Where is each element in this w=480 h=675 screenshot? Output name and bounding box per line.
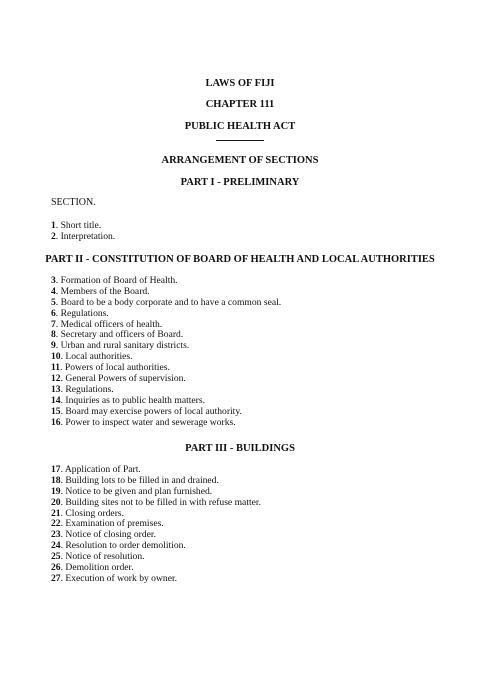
section-title: Short title. — [60, 220, 102, 231]
section-entry: 12. General Powers of supervision. — [51, 373, 186, 385]
section-title: Inquiries as to public health matters. — [65, 394, 205, 406]
section-entry: 7. Medical officers of health. — [51, 318, 163, 330]
section-entry: 17. Application of Part. — [51, 464, 141, 475]
section-number: 26 — [51, 562, 61, 574]
section-title: Notice of closing order. — [65, 529, 156, 541]
section-entry: 25. Notice of resolution. — [51, 551, 145, 563]
section-entry: 5. Board to be a body corporate and to have a common seal. — [51, 296, 282, 308]
section-number: 25 — [51, 551, 61, 563]
section-number: 8 — [51, 329, 56, 341]
part-3-section-list — [51, 465, 261, 585]
section-title: Secretary and officers of Board. — [60, 329, 184, 341]
section-number: 9 — [51, 340, 56, 352]
section-number: 11 — [51, 362, 61, 374]
section-entry: 9. Urban and rural sanitary districts. — [51, 340, 190, 352]
section-entry: 8. Secretary and officers of Board. — [51, 329, 184, 341]
section-number: 13 — [51, 383, 61, 395]
section-title: Demolition order. — [65, 562, 134, 574]
part-3-heading: PART III - BUILDINGS — [185, 443, 295, 454]
section-entry: 21. Closing orders. — [51, 507, 125, 519]
part-1-section-list — [51, 221, 115, 243]
section-title: Members of the Board. — [60, 285, 150, 297]
arrangement-heading: ARRANGEMENT OF SECTIONS — [161, 155, 319, 166]
section-title: General Powers of supervision. — [65, 373, 186, 385]
section-number: 6 — [51, 307, 56, 319]
section-title: Closing orders. — [65, 507, 125, 519]
section-number: 23 — [51, 529, 61, 541]
section-entry: 4. Members of the Board. — [51, 285, 150, 297]
section-entry: 11. Powers of local authorities. — [51, 362, 170, 374]
laws-heading: LAWS OF FIJI — [205, 78, 275, 89]
section-number: 4 — [51, 285, 56, 297]
section-title: Building sites not to be filled in with refuse matter. — [65, 496, 261, 508]
section-number: 17 — [51, 464, 61, 475]
act-title: PUBLIC HEALTH ACT — [184, 121, 296, 132]
section-title: Formation of Board of Health. — [60, 275, 178, 286]
section-title: Resolution to order demolition. — [65, 540, 186, 552]
section-entry: 27. Execution of work by owner. — [51, 572, 178, 584]
section-title: Application of Part. — [64, 464, 141, 475]
section-title: Building lots to be filled in and drained. — [65, 474, 219, 486]
part-2-heading: PART II - CONSTITUTION OF BOARD OF HEALTH AND LOCAL AUTHORITIES — [45, 254, 435, 265]
section-number: 7 — [51, 318, 56, 330]
section-number: 22 — [51, 518, 61, 530]
section-title: Board may exercise powers of local authority. — [65, 405, 242, 417]
section-entry: 3. Formation of Board of Health. — [51, 275, 178, 286]
section-number: 16 — [51, 416, 61, 428]
section-number: 24 — [51, 540, 61, 552]
section-number: 12 — [51, 373, 61, 385]
section-number: 20 — [51, 496, 61, 508]
section-title: Interpretation. — [60, 230, 116, 242]
section-number: 5 — [51, 296, 56, 308]
section-entry: 19. Notice to be given and plan furnished. — [51, 485, 213, 497]
part-2-section-list — [51, 276, 281, 428]
section-entry: 23. Notice of closing order. — [51, 529, 156, 541]
section-number: 14 — [51, 394, 61, 406]
section-number: 21 — [51, 507, 61, 519]
section-entry: 15. Board may exercise powers of local authority. — [51, 405, 242, 417]
section-entry: 26. Demolition order. — [51, 562, 134, 574]
section-entry: 20. Building sites not to be filled in with refuse matter. — [51, 496, 261, 508]
section-number: 19 — [51, 485, 61, 497]
section-title: Notice to be given and plan furnished. — [65, 485, 213, 497]
section-entry: 10. Local authorities. — [51, 351, 133, 363]
section-title: Regulations. — [60, 307, 109, 319]
section-entry: 13. Regulations. — [51, 383, 114, 395]
section-number: 10 — [51, 351, 61, 363]
section-title: Power to inspect water and sewerage works. — [65, 416, 236, 428]
section-title: Examination of premises. — [65, 518, 164, 530]
section-number: 2 — [51, 230, 56, 242]
section-label: SECTION. — [51, 197, 96, 208]
section-entry: 16. Power to inspect water and sewerage works. — [51, 416, 236, 428]
section-title: Medical officers of health. — [60, 318, 163, 330]
chapter-heading: CHAPTER 111 — [205, 99, 275, 110]
section-entry: 14. Inquiries as to public health matters. — [51, 394, 205, 406]
part-1-heading: PART I - PRELIMINARY — [180, 177, 300, 188]
title-divider — [216, 140, 264, 141]
section-number: 3 — [51, 275, 56, 286]
section-title: Regulations. — [65, 383, 114, 395]
section-entry: 22. Examination of premises. — [51, 518, 164, 530]
section-entry: 18. Building lots to be filled in and drained. — [51, 474, 219, 486]
section-title: Urban and rural sanitary districts. — [60, 340, 190, 352]
section-title: Board to be a body corporate and to have a common seal. — [60, 296, 282, 308]
section-title: Notice of resolution. — [65, 551, 145, 563]
section-entry: 24. Resolution to order demolition. — [51, 540, 186, 552]
section-title: Local authorities. — [65, 351, 133, 363]
section-title: Powers of local authorities. — [64, 362, 170, 374]
section-entry: 1. Short title. — [51, 220, 102, 231]
section-title: Execution of work by owner. — [65, 572, 178, 584]
section-number: 27 — [51, 572, 61, 584]
section-number: 15 — [51, 405, 61, 417]
section-entry: 2. Interpretation. — [51, 230, 116, 242]
section-number: 18 — [51, 474, 61, 486]
section-entry: 6. Regulations. — [51, 307, 109, 319]
section-number: 1 — [51, 220, 56, 231]
